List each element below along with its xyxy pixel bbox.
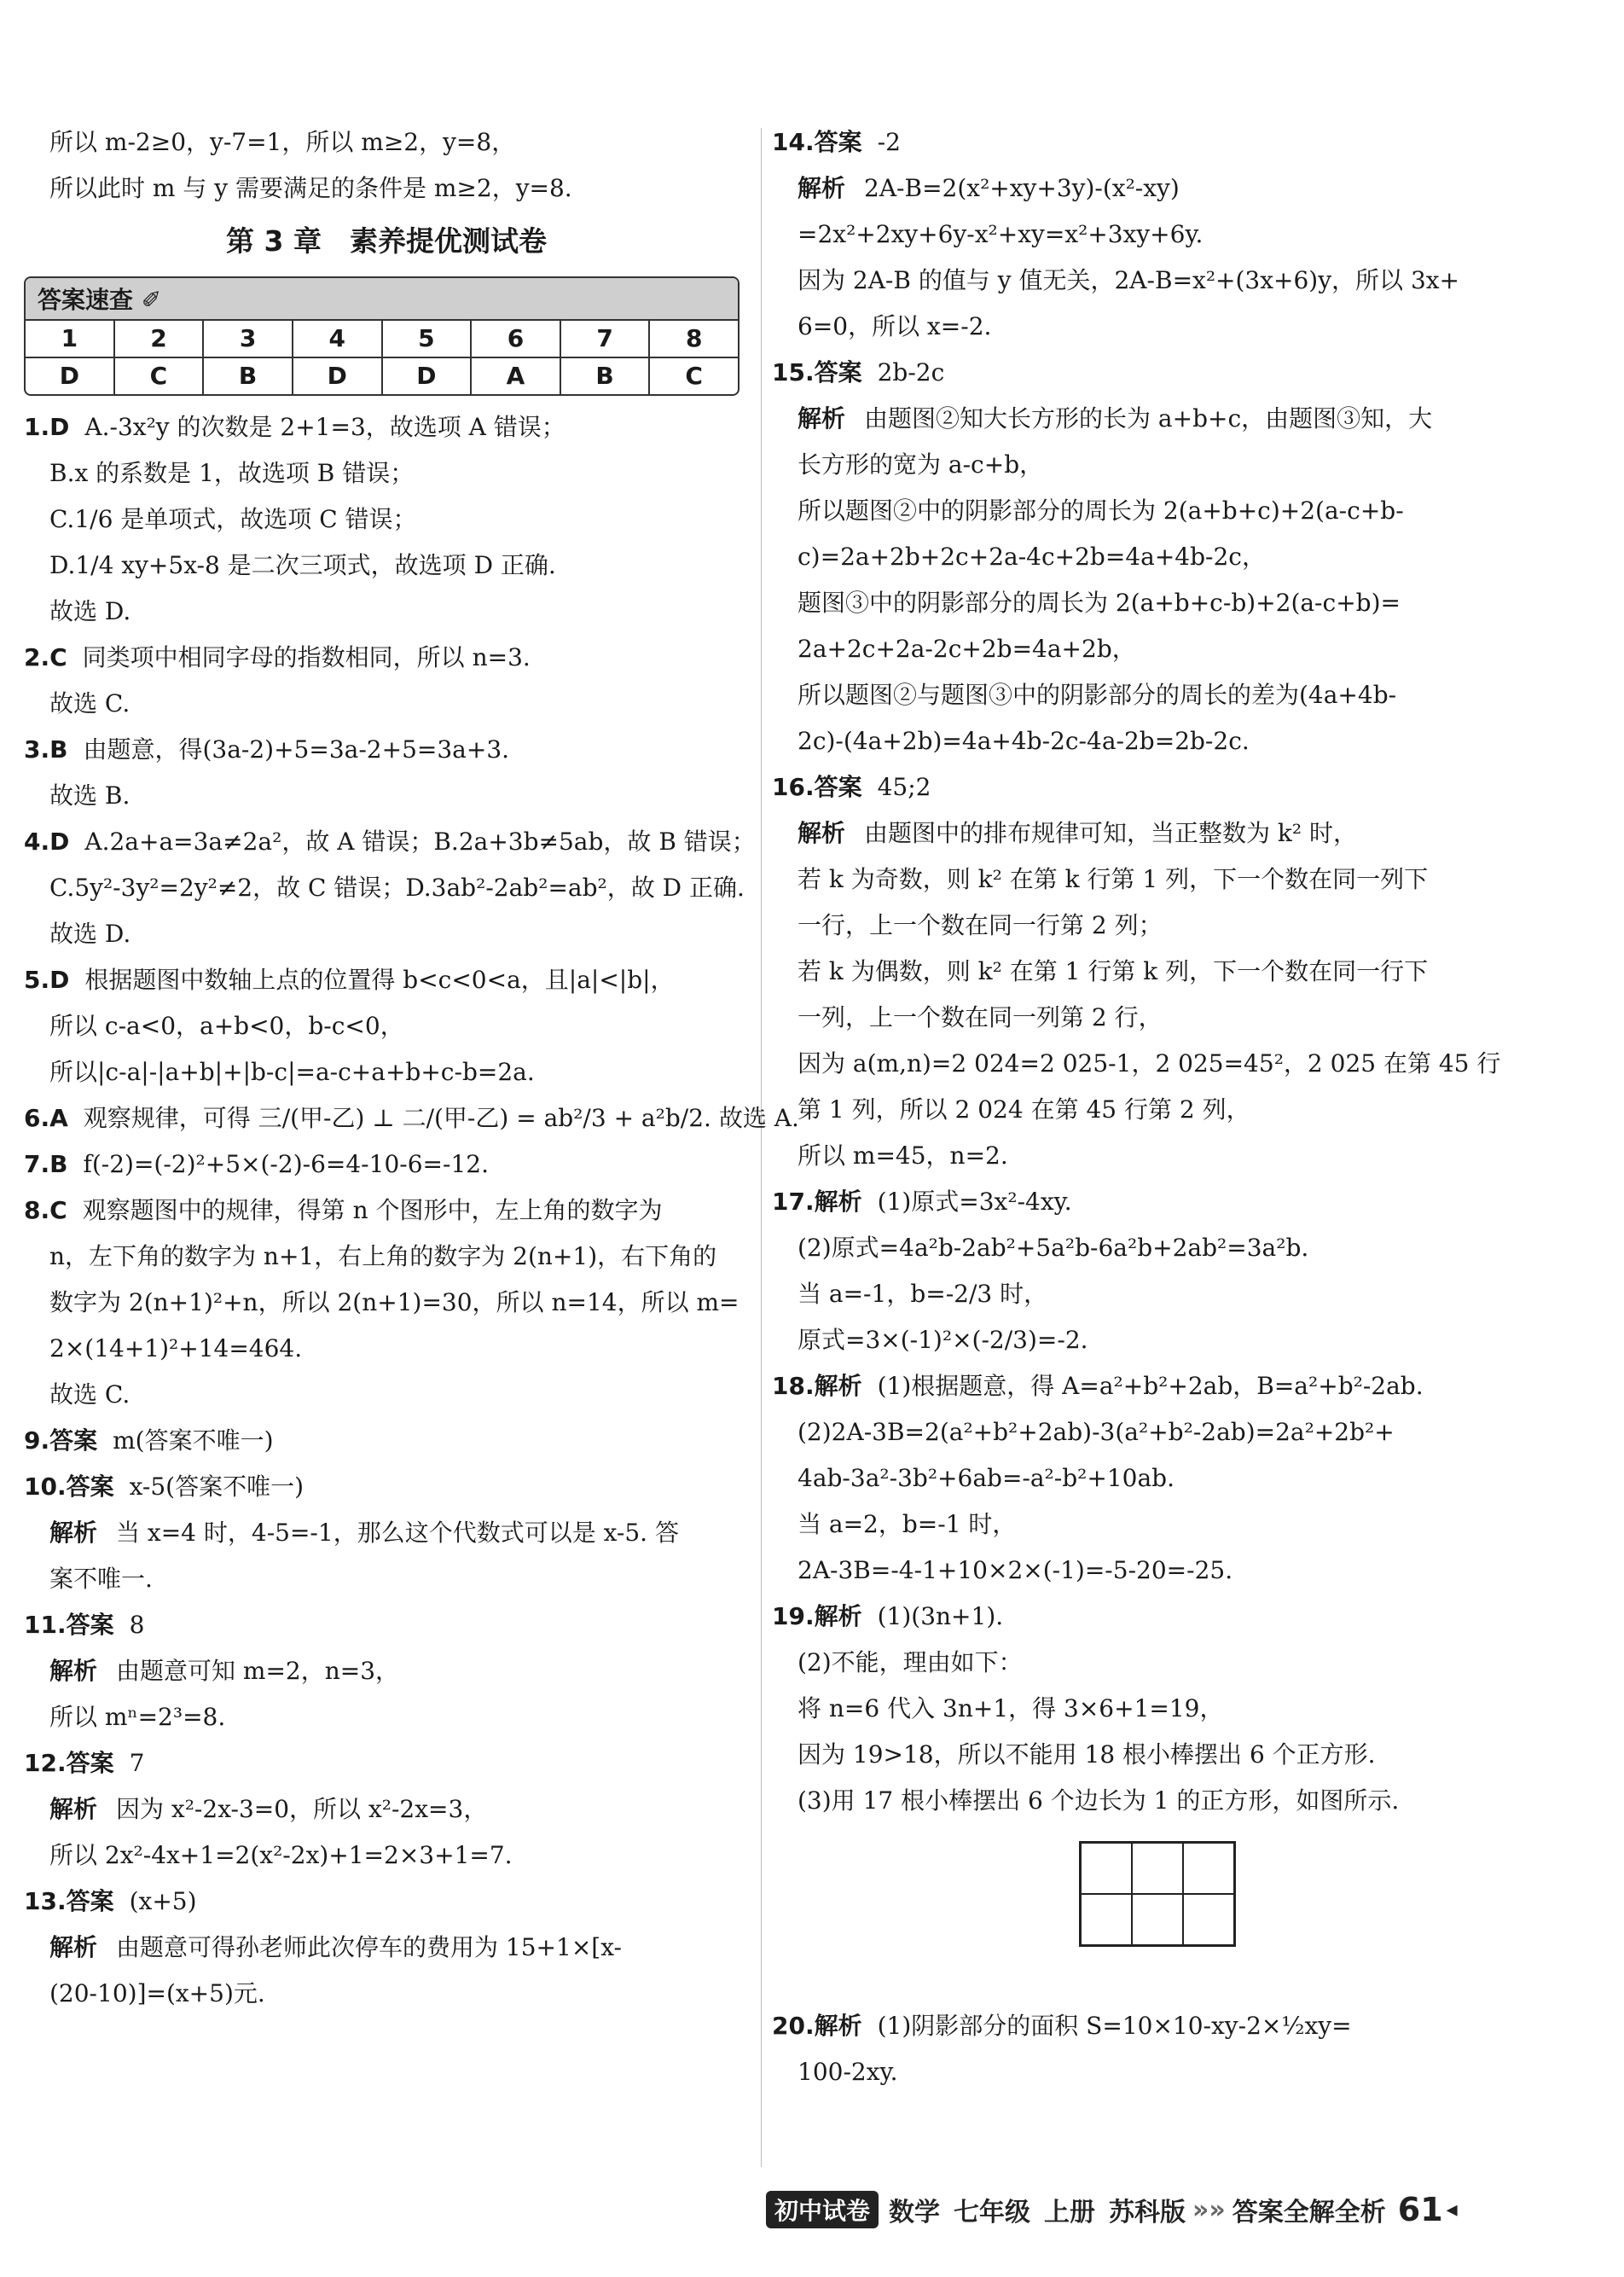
q16-analysis (772, 810, 1514, 857)
answer-key-table (24, 276, 740, 396)
q10 (24, 1464, 749, 1510)
q18-analysis-line: 2A-3B=-4-1+10×2×(-1)=-5-20=-25. (798, 1556, 1233, 1584)
analysis-tag: 解析 (798, 819, 846, 847)
answer-key-number: 2 (115, 321, 205, 358)
q1-line: 故选 D. (49, 597, 131, 625)
q11-analysis-line: 所以 mⁿ=2³=8. (49, 1703, 226, 1731)
q15-analysis-line: 所以题图②与题图③中的阴影部分的周长的差为(4a+4b- (798, 681, 1397, 709)
q20-label: 20.解析 (772, 2012, 862, 2040)
q14-line: -2 (877, 128, 901, 156)
answer-key-number: 8 (650, 321, 738, 358)
q8 (24, 1188, 749, 1234)
answer-key-title: 答案速查 ✐ (26, 278, 738, 321)
q3-line: 由题意，得(3a-2)+5=3a-2+5=3a+3. (83, 735, 510, 764)
grid-cell (1183, 1894, 1234, 1945)
q6-label: 6.A (24, 1104, 68, 1132)
q10-analysis-line: 当 x=4 时，4-5=-1，那么这个代数式可以是 x-5. 答 (116, 1519, 679, 1547)
q15-analysis (772, 396, 1514, 442)
answer-key-answer: B (561, 358, 651, 394)
q13 (24, 1879, 749, 1925)
q16-analysis-line: 所以 m=45，n=2. (798, 1141, 1008, 1170)
q5-line: 所以|c-a|-|a+b|+|b-c|=a-c+a+b+c-b=2a. (49, 1058, 535, 1086)
q9 (24, 1418, 749, 1464)
q12-label: 12.答案 (24, 1749, 114, 1777)
answer-key-number: 3 (204, 321, 293, 358)
q4 (24, 819, 756, 865)
q17 (772, 1179, 1514, 1225)
q7 (24, 1141, 749, 1188)
answer-key-answer: A (472, 358, 561, 394)
analysis-tag: 解析 (49, 1519, 98, 1547)
left-column (24, 119, 799, 2017)
q7-label: 7.B (24, 1150, 68, 1178)
grid-cell (1183, 1843, 1234, 1894)
q8-label: 8.C (24, 1196, 67, 1224)
answer-key-number: 5 (383, 321, 473, 358)
q8-line: 观察题图中的规律，得第 n 个图形中，左上角的数字为 (82, 1196, 663, 1224)
grid-cell (1081, 1843, 1132, 1894)
q4-line: C.5y²-3y²=2y²≠2，故 C 错误；D.3ab²-2ab²=ab²，故 D 正确. (49, 874, 745, 902)
q12 (24, 1740, 749, 1786)
q15-analysis-line: 2c)-(4a+2b)=4a+4b-2c-4a-2b=2b-2c. (798, 727, 1250, 755)
answer-key-answer: D (26, 358, 115, 394)
q17-line: (1)原式=3x²-4xy. (877, 1188, 1072, 1216)
answer-key-answer: C (685, 362, 703, 390)
q14-analysis-line: 因为 2A-B 的值与 y 值无关，2A-B=x²+(3x+6)y，所以 3x+ (798, 266, 1460, 294)
q2-line: 故选 C. (49, 689, 130, 717)
q12-analysis-line: 所以 2x²-4x+1=2(x²-2x)+1=2×3+1=7. (49, 1841, 513, 1869)
q13-label: 13.答案 (24, 1887, 114, 1915)
q15-analysis-line: c)=2a+2b+2c+2a-4c+2b=4a+4b-2c， (798, 543, 1266, 571)
q8-line: 故选 C. (49, 1380, 130, 1409)
q3 (24, 727, 749, 773)
answer-key-answer: B (204, 358, 293, 394)
answer-key-number: 7 (561, 321, 651, 358)
q8-line: 数字为 2(n+1)²+n，所以 2(n+1)=30，所以 n=14，所以 m= (49, 1288, 740, 1316)
q16-label: 16.答案 (772, 773, 862, 801)
matchstick-figure (772, 1841, 1514, 2003)
q18-label: 18.解析 (772, 1372, 862, 1400)
q7-line: f(-2)=(-2)²+5×(-2)-6=4-10-6=-12. (83, 1150, 489, 1178)
q12-line: 7 (129, 1749, 145, 1777)
q1-line: C.1/6 是单项式，故选项 C 错误； (49, 505, 417, 533)
q3-label: 3.B (24, 735, 68, 764)
q13-analysis-line: (20-10)]=(x+5)元. (49, 1979, 265, 2007)
q13-analysis (24, 1925, 749, 1971)
q15-analysis-line: 题图③中的阴影部分的周长为 2(a+b+c-b)+2(a-c+b)= (798, 589, 1401, 617)
q3-line: 故选 B. (49, 781, 130, 810)
q19-line: (1)(3n+1). (877, 1602, 1004, 1630)
q4-label: 4.D (24, 828, 70, 856)
answer-key-number: 1 (26, 321, 115, 358)
right-column (772, 119, 1514, 2095)
q13-analysis-line: 由题意可得孙老师此次停车的费用为 15+1×[x- (116, 1933, 622, 1961)
q6 (24, 1095, 799, 1141)
q17-analysis-line: 原式=3×(-1)²×(-2/3)=-2. (798, 1326, 1088, 1354)
footer-edition: 苏科版 (1109, 2198, 1186, 2228)
q14-label: 14.答案 (772, 128, 862, 156)
q18-analysis-line: 4ab-3a²-3b²+6ab=-a²-b²+10ab. (798, 1464, 1174, 1492)
q14 (772, 119, 1514, 166)
chapter-title: 第 3 章 素养提优测试卷 (226, 224, 547, 258)
q4-line: A.2a+a=3a≠2a²，故 A 错误；B.2a+3b≠5ab，故 B 错误； (84, 828, 756, 856)
answer-key-answer: D (383, 358, 473, 394)
grid-cell (1132, 1843, 1183, 1894)
q15-analysis-line: 2a+2c+2a-2c+2b=4a+2b， (798, 635, 1136, 663)
q8-line: 2×(14+1)²+14=464. (49, 1334, 303, 1362)
footer-subject: 数学 (889, 2198, 941, 2228)
q18-analysis-line: 当 a=2，b=-1 时， (798, 1510, 1017, 1538)
grid-cell (1081, 1894, 1132, 1945)
q8-line: n，左下角的数字为 n+1，右上角的数字为 2(n+1)，右下角的 (49, 1242, 717, 1270)
q9-line: m(答案不唯一) (113, 1426, 274, 1455)
q9-label: 9.答案 (24, 1426, 98, 1455)
q17-label: 17.解析 (772, 1188, 862, 1216)
q11-label: 11.答案 (24, 1611, 114, 1639)
q15-line: 2b-2c (877, 358, 945, 386)
analysis-tag: 解析 (49, 1933, 98, 1961)
footer-volume: 上册 (1044, 2198, 1096, 2228)
q15-analysis-line: 由题图②知大长方形的长为 a+b+c，由题图③知，大 (864, 404, 1433, 433)
q15-analysis-line: 长方形的宽为 a-c+b， (798, 450, 1044, 479)
column-divider (761, 128, 762, 2167)
q13-line: (x+5) (129, 1887, 197, 1915)
q16-analysis-line: 一行，上一个数在同一行第 2 列； (798, 911, 1163, 939)
q18-analysis-line: (2)2A-3B=2(a²+b²+2ab)-3(a²+b²-2ab)=2a²+2b²+ (798, 1418, 1395, 1446)
q14-analysis-line: =2x²+2xy+6y-x²+xy=x²+3xy+6y. (798, 220, 1204, 248)
q14-analysis-line: 2A-B=2(x²+xy+3y)-(x²-xy) (864, 174, 1180, 202)
q12-analysis (24, 1786, 749, 1833)
q5 (24, 957, 749, 1003)
footer-grade: 七年级 (954, 2198, 1031, 2228)
q16-analysis-line: 第 1 列，所以 2 024 在第 45 行第 2 列， (798, 1095, 1250, 1124)
q5-line: 根据题图中数轴上点的位置得 b<c<0<a，且|a|<|b|， (84, 966, 675, 994)
q10-analysis (24, 1510, 749, 1556)
q12-analysis-line: 因为 x²-2x-3=0，所以 x²-2x=3， (116, 1795, 488, 1823)
page-number: 61 (1397, 2191, 1443, 2228)
q19 (772, 1594, 1514, 1640)
q16-analysis-line: 由题图中的排布规律可知，当正整数为 k² 时， (864, 819, 1358, 847)
q1-label: 1.D (24, 413, 70, 441)
q18-line: (1)根据题意，得 A=a²+b²+2ab，B=a²+b²-2ab. (877, 1372, 1424, 1400)
q1-line: A.-3x²y 的次数是 2+1=3，故选项 A 错误； (84, 413, 566, 441)
q16-analysis-line: 一列，上一个数在同一列第 2 行， (798, 1003, 1163, 1031)
q20-analysis-line: 100-2xy. (798, 2058, 898, 2086)
q14-analysis (772, 166, 1514, 212)
q17-analysis-line: (2)原式=4a²b-2ab²+5a²b-6a²b+2ab²=3a²b. (798, 1234, 1309, 1262)
q2-line: 同类项中相同字母的指数相同，所以 n=3. (82, 643, 531, 671)
q20-line: (1)阴影部分的面积 S=10×10-xy-2×½xy= (877, 2012, 1352, 2040)
q10-analysis-line: 案不唯一. (49, 1565, 153, 1593)
q1-line: D.1/4 xy+5x-8 是二次三项式，故选项 D 正确. (49, 551, 556, 579)
intro-line-2: 所以此时 m 与 y 需要满足的条件是 m≥2，y=8. (49, 174, 572, 202)
q19-analysis-line: 因为 19>18，所以不能用 18 根小棒摆出 6 个正方形. (798, 1740, 1376, 1769)
q16-analysis-line: 因为 a(m,n)=2 024=2 025-1，2 025=45²，2 025 在第 45 行 (798, 1049, 1501, 1078)
q1 (24, 404, 749, 450)
q19-analysis-line: (3)用 17 根小棒摆出 6 个边长为 1 的正方形，如图所示. (798, 1786, 1400, 1815)
six-square-grid (1079, 1841, 1236, 1947)
q11 (24, 1602, 749, 1648)
q20 (772, 2003, 1514, 2049)
left-triangle-icon: ◂ (1446, 2197, 1458, 2222)
q18 (772, 1363, 1514, 1409)
intro-line-1: 所以 m-2≥0，y-7=1，所以 m≥2，y=8， (49, 128, 516, 156)
answer-key-answer-row (26, 358, 738, 394)
footer-section: 答案全解全析 (1232, 2198, 1386, 2228)
chevron-icon: »» (1192, 2194, 1226, 2225)
q11-analysis (24, 1648, 749, 1694)
q5-line: 所以 c-a<0，a+b<0，b-c<0， (49, 1012, 404, 1040)
q16 (772, 764, 1514, 810)
q15 (772, 350, 1514, 396)
q14-analysis-line: 6=0，所以 x=-2. (798, 312, 992, 340)
q6-line: 观察规律，可得 三/(甲-乙) ⊥ 二/(甲-乙) = ab²/3 + a²b/2. 故选 A. (83, 1104, 799, 1132)
analysis-tag: 解析 (798, 404, 846, 433)
grid-cell (1132, 1894, 1183, 1945)
answer-key-answer: D (293, 358, 383, 394)
q4-line: 故选 D. (49, 920, 131, 948)
q19-label: 19.解析 (772, 1602, 862, 1630)
q10-line: x-5(答案不唯一) (129, 1472, 304, 1501)
answer-key-answer: C (115, 358, 205, 394)
q15-label: 15.答案 (772, 358, 862, 386)
footer-brand: 初中试卷 (766, 2191, 879, 2228)
q2-label: 2.C (24, 643, 67, 671)
q1-line: B.x 的系数是 1，故选项 B 错误； (49, 459, 415, 487)
q2 (24, 635, 749, 681)
analysis-tag: 解析 (49, 1795, 98, 1823)
q15-analysis-line: 所以题图②中的阴影部分的周长为 2(a+b+c)+2(a-c+b- (798, 497, 1404, 525)
answer-key-number: 4 (293, 321, 383, 358)
q19-analysis-line: 将 n=6 代入 3n+1，得 3×6+1=19， (798, 1694, 1224, 1722)
analysis-tag: 解析 (49, 1657, 98, 1685)
answer-key-number: 6 (472, 321, 561, 358)
analysis-tag: 解析 (798, 174, 846, 202)
q5-label: 5.D (24, 966, 70, 994)
page-footer (766, 2191, 1458, 2228)
q11-analysis-line: 由题意可知 m=2，n=3， (116, 1657, 400, 1685)
q16-analysis-line: 若 k 为偶数，则 k² 在第 1 行第 k 列，下一个数在同一行下 (798, 957, 1429, 985)
q16-analysis-line: 若 k 为奇数，则 k² 在第 k 行第 1 列，下一个数在同一列下 (798, 865, 1429, 893)
q17-analysis-line: 当 a=-1，b=-2/3 时， (798, 1280, 1048, 1308)
q10-label: 10.答案 (24, 1472, 114, 1501)
q11-line: 8 (129, 1611, 145, 1639)
q19-analysis-line: (2)不能，理由如下： (798, 1648, 1023, 1676)
answer-key-number-row (26, 321, 738, 358)
q16-line: 45;2 (877, 773, 931, 801)
